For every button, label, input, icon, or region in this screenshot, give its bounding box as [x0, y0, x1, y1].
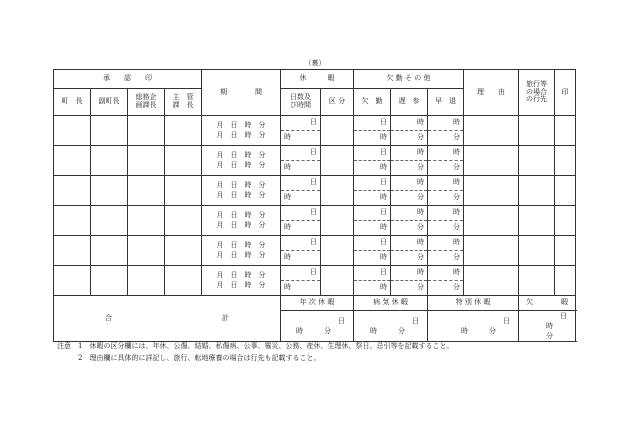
leave-days-cell[interactable]: 日 時	[281, 236, 321, 266]
seal-cell[interactable]	[165, 206, 202, 236]
total-label: 合 計	[54, 296, 281, 342]
seal-cell[interactable]	[54, 206, 91, 236]
absent-cell[interactable]: 日 時	[354, 266, 391, 296]
form-row	[54, 146, 576, 176]
early-leave-header: 早 退	[428, 89, 464, 116]
early-leave-cell[interactable]: 時 分	[428, 206, 464, 236]
destination-cell[interactable]	[519, 146, 555, 176]
leave-type-cell[interactable]	[321, 206, 354, 236]
absent-cell[interactable]: 日 時	[354, 236, 391, 266]
absent-cell[interactable]: 日 時	[354, 146, 391, 176]
seal-cell[interactable]	[91, 206, 128, 236]
leave-type-cell[interactable]	[321, 266, 354, 296]
late-cell[interactable]: 時 分	[391, 176, 428, 206]
seal-cell[interactable]	[165, 266, 202, 296]
absent-cell[interactable]: 日 時	[354, 206, 391, 236]
seal-cell[interactable]	[555, 146, 576, 176]
seal-cell[interactable]	[128, 176, 165, 206]
seal-cell[interactable]	[91, 266, 128, 296]
leave-days-cell[interactable]: 日 時	[281, 146, 321, 176]
seal-cell[interactable]	[91, 146, 128, 176]
seal-cell[interactable]	[555, 176, 576, 206]
form-row	[54, 116, 576, 146]
destination-cell[interactable]	[519, 116, 555, 146]
reason-header: 理 由	[464, 70, 519, 116]
seal-cell[interactable]	[165, 116, 202, 146]
seal-cell[interactable]	[54, 146, 91, 176]
leave-type-cell[interactable]	[321, 236, 354, 266]
seal-cell[interactable]	[54, 236, 91, 266]
total-sick-leave-header: 病 気 休 暇	[354, 296, 428, 311]
seal-cell[interactable]	[91, 236, 128, 266]
leave-days-header: 日数及 び時間	[281, 89, 321, 116]
seal-cell[interactable]	[128, 236, 165, 266]
period-cell[interactable]: 月 日 時 分 月 日 時 分	[202, 206, 281, 236]
early-leave-cell[interactable]: 時 分	[428, 176, 464, 206]
total-annual-leave-header: 年 次 休 暇	[281, 296, 354, 311]
early-leave-cell[interactable]: 時 分	[428, 236, 464, 266]
leave-days-cell[interactable]: 日 時	[281, 206, 321, 236]
form-row	[54, 206, 576, 236]
approver-general-affairs: 総務企 画課長	[128, 89, 165, 116]
destination-cell[interactable]	[519, 206, 555, 236]
late-cell[interactable]: 時 分	[391, 236, 428, 266]
notes	[57, 340, 453, 364]
approval-header: 承 認 印	[54, 70, 202, 89]
seal-cell[interactable]	[165, 176, 202, 206]
leave-type-cell[interactable]	[321, 116, 354, 146]
late-cell[interactable]: 時 分	[391, 116, 428, 146]
early-leave-cell[interactable]: 時 分	[428, 266, 464, 296]
approver-mayor: 町 長	[54, 89, 91, 116]
page-title: （裏）	[304, 59, 326, 67]
period-cell[interactable]: 月 日 時 分 月 日 時 分	[202, 236, 281, 266]
leave-days-cell[interactable]: 日 時	[281, 176, 321, 206]
seal-cell[interactable]	[91, 116, 128, 146]
leave-days-cell[interactable]: 日 時	[281, 116, 321, 146]
seal-cell[interactable]	[128, 116, 165, 146]
late-cell[interactable]: 時 分	[391, 146, 428, 176]
late-header: 遅 参	[391, 89, 428, 116]
absent-cell[interactable]: 日 時	[354, 116, 391, 146]
form-row	[54, 266, 576, 296]
absence-header: 欠 勤 そ の 他	[354, 70, 464, 89]
seal-cell[interactable]	[128, 206, 165, 236]
seal-cell[interactable]	[555, 236, 576, 266]
total-special-leave-header: 特 別 休 暇	[428, 296, 519, 311]
seal-cell[interactable]	[54, 116, 91, 146]
seal-cell[interactable]	[128, 266, 165, 296]
leave-type-cell[interactable]	[321, 146, 354, 176]
seal-cell[interactable]	[555, 266, 576, 296]
leave-header: 休 暇	[281, 70, 354, 89]
early-leave-cell[interactable]: 時 分	[428, 116, 464, 146]
leave-type-header: 区 分	[321, 89, 354, 116]
seal-cell[interactable]	[54, 266, 91, 296]
destination-cell[interactable]	[519, 236, 555, 266]
note-1: 注意 1 休暇の区分欄には、年休、公傷、結婚、私傷病、公事、罹災、公務、産休、生理休、祭日、忌引等を記載すること。	[57, 342, 454, 350]
total-absence-value[interactable]: 日 時 分	[519, 311, 576, 342]
total-special-leave-value[interactable]: 日 時 分	[428, 311, 519, 342]
leave-form-table	[53, 69, 576, 342]
absent-cell[interactable]: 日 時	[354, 176, 391, 206]
total-absence-header: 欠 暇	[519, 296, 576, 311]
destination-cell[interactable]	[519, 176, 555, 206]
leave-type-cell[interactable]	[321, 176, 354, 206]
late-cell[interactable]: 時 分	[391, 206, 428, 236]
total-annual-leave-value[interactable]: 日 時 分	[281, 311, 354, 342]
period-header: 期 間	[202, 70, 281, 116]
late-cell[interactable]: 時 分	[391, 266, 428, 296]
form-row	[54, 236, 576, 266]
seal-cell[interactable]	[165, 236, 202, 266]
reason-cell[interactable]	[464, 206, 519, 236]
destination-header: 旅行等 の場合 の行先	[519, 70, 555, 116]
form-row	[54, 176, 576, 206]
seal-cell[interactable]	[555, 206, 576, 236]
reason-cell[interactable]	[464, 266, 519, 296]
period-cell[interactable]: 月 日 時 分 月 日 時 分	[202, 266, 281, 296]
leave-days-cell[interactable]: 日 時	[281, 266, 321, 296]
seal-cell[interactable]	[91, 176, 128, 206]
period-cell[interactable]: 月 日 時 分 月 日 時 分	[202, 176, 281, 206]
reason-cell[interactable]	[464, 236, 519, 266]
period-cell[interactable]: 月 日 時 分 月 日 時 分	[202, 116, 281, 146]
reason-cell[interactable]	[464, 176, 519, 206]
period-cell[interactable]: 月 日 時 分 月 日 時 分	[202, 146, 281, 176]
seal-cell[interactable]	[165, 146, 202, 176]
total-sick-leave-value[interactable]: 日 時 分	[354, 311, 428, 342]
seal-cell[interactable]	[54, 176, 91, 206]
destination-cell[interactable]	[519, 266, 555, 296]
note-2: 2 理由欄に具体的に詳記し、旅行、転地療養の場合は行先も記載すること。	[57, 354, 321, 362]
reason-cell[interactable]	[464, 116, 519, 146]
approver-section-chief: 主 管 課 長	[165, 89, 202, 116]
early-leave-cell[interactable]: 時 分	[428, 146, 464, 176]
absent-header: 欠 勤	[354, 89, 391, 116]
seal-cell[interactable]	[128, 146, 165, 176]
seal-cell[interactable]	[555, 116, 576, 146]
seal-header: 印	[555, 70, 576, 116]
reason-cell[interactable]	[464, 146, 519, 176]
approver-deputy-mayor: 副町長	[91, 89, 128, 116]
